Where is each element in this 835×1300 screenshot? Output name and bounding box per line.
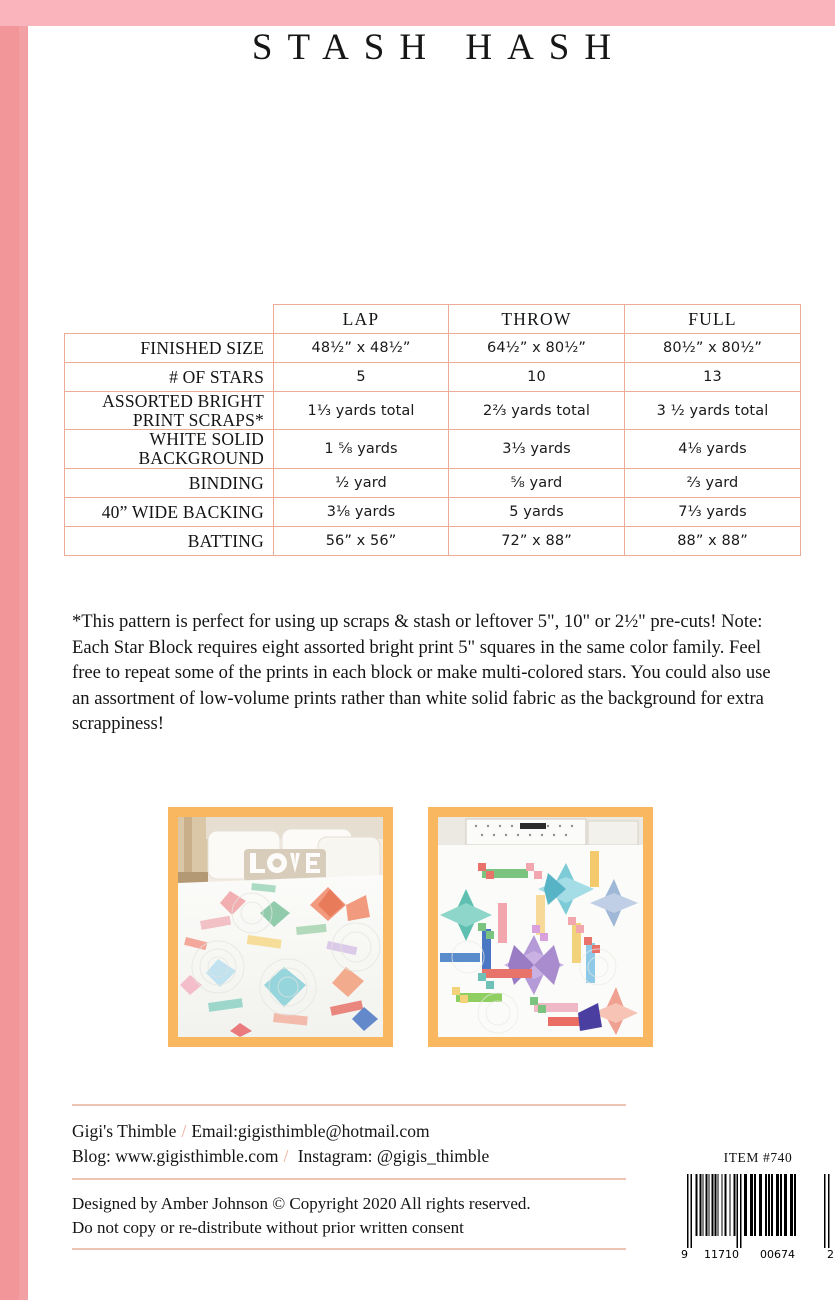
footer-divider-middle [72, 1178, 626, 1180]
materials-table-wrap [64, 304, 800, 556]
contact-block [72, 1119, 672, 1169]
barcode-digit-right: 2 [827, 1248, 834, 1261]
quilt-photo-star-detail [428, 807, 653, 1047]
table-row [65, 497, 801, 526]
row-label-line2: PRINT SCRAPS* [132, 409, 264, 430]
quilt-photo-love-bed-image [178, 817, 383, 1037]
barcode-digit-left: 9 [681, 1248, 688, 1261]
row-label: 40” WIDE BACKING [65, 497, 274, 526]
table-cell: 72” x 88” [449, 526, 625, 555]
barcode-digits-group1: 11710 [704, 1248, 739, 1261]
page-edge-left-shade [19, 0, 28, 1300]
row-label: BATTING [65, 526, 274, 555]
table-cell: 80½” x 80½” [625, 334, 801, 363]
table-row [65, 334, 801, 363]
row-label-line1: WHITE SOLID [149, 429, 264, 450]
table-cell: 3⅓ yards [449, 430, 625, 468]
table-row [65, 363, 801, 392]
item-number: ITEM #740 [723, 1150, 793, 1165]
table-cell: 10 [449, 363, 625, 392]
page-edge-top [0, 0, 835, 26]
copyright-block [72, 1192, 672, 1240]
column-header: THROW [449, 305, 625, 334]
row-label-line2: BACKGROUND [138, 448, 264, 469]
materials-table [64, 304, 801, 556]
table-cell: 64½” x 80½” [449, 334, 625, 363]
blog-label: Blog: [72, 1146, 111, 1166]
page-content [28, 26, 835, 1300]
instagram-value[interactable]: @gigis_thimble [376, 1146, 490, 1166]
blog-value[interactable]: www.gigisthimble.com [115, 1146, 279, 1166]
page-title: STASH HASH [251, 27, 627, 68]
table-row [65, 526, 801, 555]
email-value[interactable]: gigisthimble@hotmail.com [237, 1121, 430, 1141]
table-row [65, 392, 801, 430]
separator-icon: / [181, 1121, 187, 1141]
email-label: Email: [191, 1121, 238, 1141]
separator-icon-2: / [283, 1146, 289, 1166]
table-cell: 3⅛ yards [274, 497, 449, 526]
footer-divider-bottom [72, 1248, 626, 1250]
table-cell: ½ yard [274, 468, 449, 497]
table-cell: ⅔ yard [625, 468, 801, 497]
pattern-note: *This pattern is perfect for using up scraps & stash or leftover 5", 10" or 2½" pre-cuts! Note: Each Star Block requires eight assorted bright print 5" squares in the same color family. Feel free to repeat some of the prints in each block or make multi-colored stars. You could also use an assortment of low-volume prints rather than white solid fabric as the background for extra scrappiness! [72, 611, 771, 734]
table-cell: 88” x 88” [625, 526, 801, 555]
table-cell: 13 [625, 363, 801, 392]
table-cell: ⅝ yard [449, 468, 625, 497]
copyright-line-1: Designed by Amber Johnson © Copyright 2020 All rights reserved. [72, 1194, 531, 1213]
table-cell: 2⅔ yards total [449, 392, 625, 430]
table-cell: 5 yards [449, 497, 625, 526]
barcode-digits-group2: 00674 [760, 1248, 795, 1261]
table-header-row [65, 305, 801, 334]
contact-line-2 [72, 1144, 672, 1169]
quilt-photo-love-bed [168, 807, 393, 1047]
row-label [65, 392, 274, 430]
brand-name: Gigi's Thimble [72, 1121, 177, 1141]
table-cell: 48½” x 48½” [274, 334, 449, 363]
quilt-photo-star-detail-image [438, 817, 643, 1037]
contact-line-1 [72, 1119, 672, 1144]
table-cell: 5 [274, 363, 449, 392]
column-header: FULL [625, 305, 801, 334]
copyright-line-2: Do not copy or re-distribute without prior written consent [72, 1218, 464, 1237]
row-label: FINISHED SIZE [65, 334, 274, 363]
table-corner-cell [65, 305, 274, 334]
table-row [65, 468, 801, 497]
row-label: # OF STARS [65, 363, 274, 392]
barcode-icon [678, 1170, 835, 1262]
table-cell: 7⅓ yards [625, 497, 801, 526]
footer-divider-top [72, 1104, 626, 1106]
row-label [65, 430, 274, 468]
column-header: LAP [274, 305, 449, 334]
table-cell: 56” x 56” [274, 526, 449, 555]
table-cell: 1⅓ yards total [274, 392, 449, 430]
row-label: BINDING [65, 468, 274, 497]
table-cell: 4⅛ yards [625, 430, 801, 468]
table-row [65, 430, 801, 468]
row-label-line1: ASSORTED BRIGHT [102, 391, 264, 411]
table-cell: 3 ½ yards total [625, 392, 801, 430]
instagram-label: Instagram: [297, 1146, 373, 1166]
materials-table-body [65, 305, 801, 556]
table-cell: 1 ⅝ yards [274, 430, 449, 468]
barcode-block [678, 1150, 835, 1262]
